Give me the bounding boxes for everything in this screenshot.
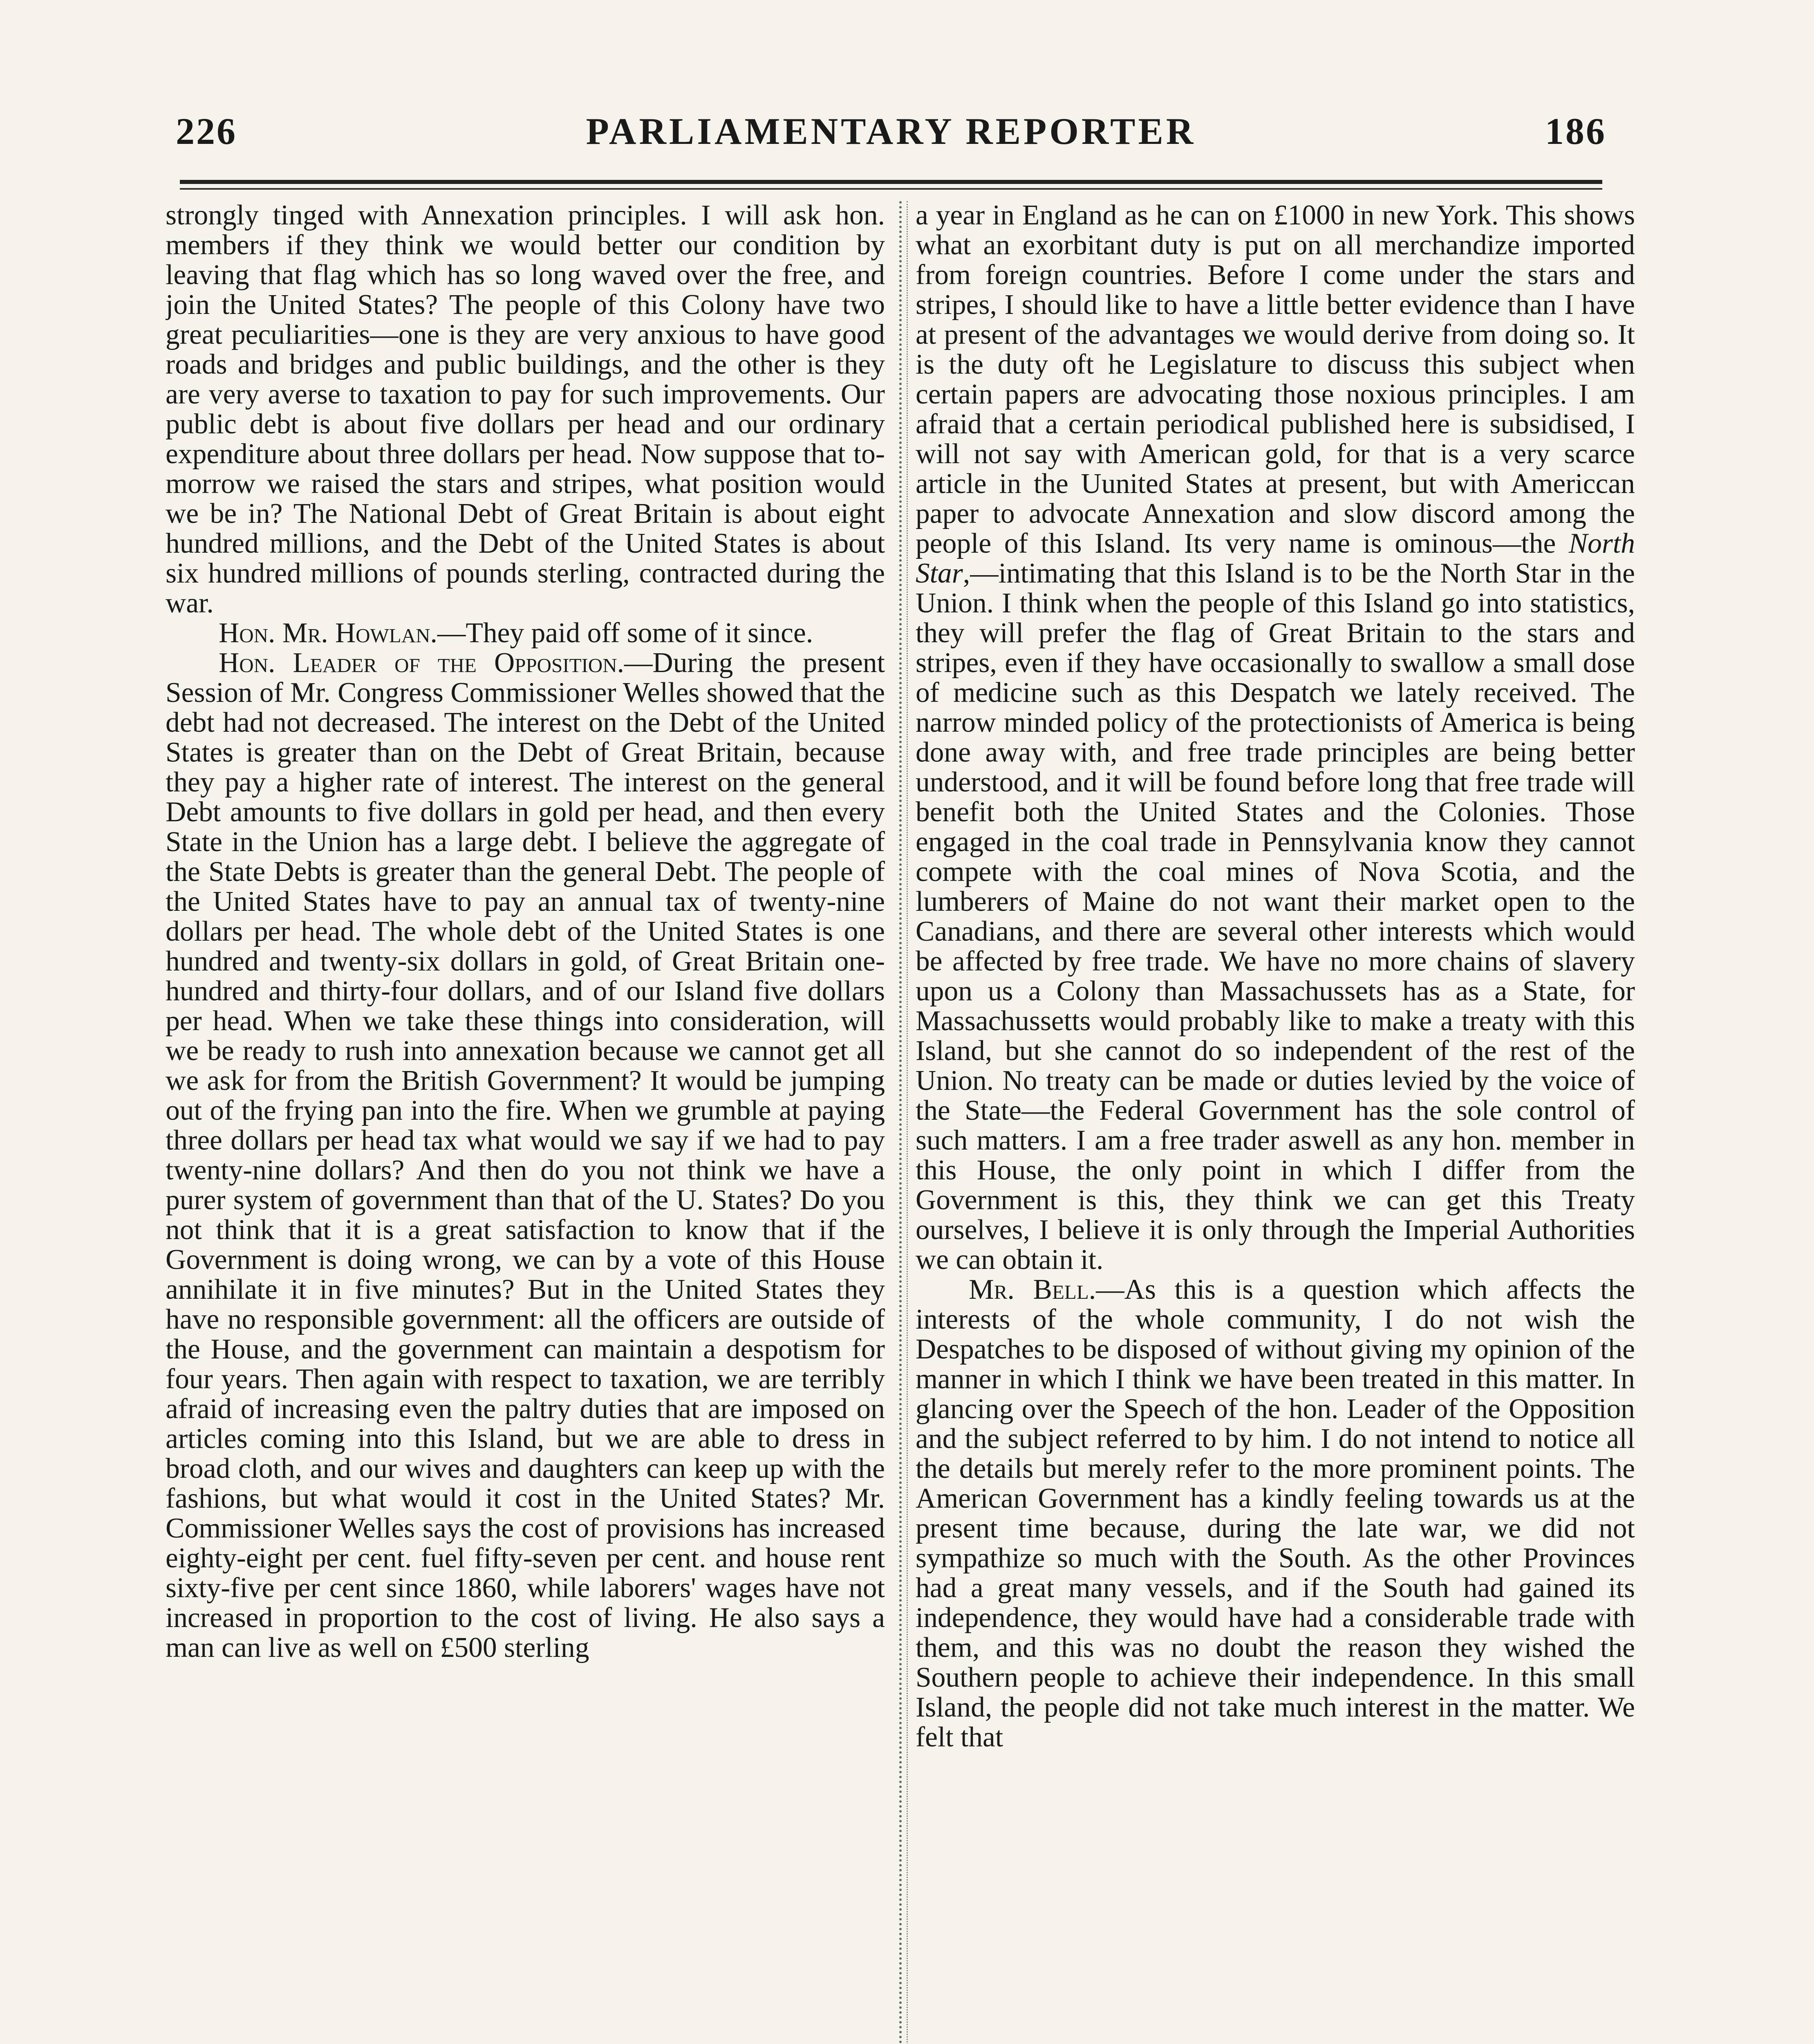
paragraph: strongly tinged with Annexation principles. I will ask hon. members if they think we would better our condition by leaving that flag which has so long waved over the free, and join the United States? The people of this Colony have two great peculiarities—one is they are very anxious to have good roads and bridges and public buildings, and the other is they are very averse to taxation to pay for such improvements. Our public debt is about five dollars per head and our ordinary expenditure about three dollars per head. Now suppose that to-morrow we raised the stars and stripes, what position would we be in? The National Debt of Great Britain is about eight hundred millions, and the Debt of the United States is about six hundred millions of pounds sterling, contracted during the war. [166, 200, 885, 619]
italic-title: North Star [916, 528, 1635, 589]
column-divider [899, 201, 902, 2044]
paragraph [916, 200, 1635, 1275]
left-column [166, 200, 885, 2044]
page-number-right: 186 [1545, 110, 1606, 152]
paragraph-text: a year in England as he can on £1000 in new York. This shows what an exorbitant duty is put on all merchandize imported from foreign countries. Before I come under the stars and stripes, I should like to have a little better evidence than I have at present of the advantages we would derive from doing so. It is the duty oft he Legislature to discuss this subject when certain papers are advocating those noxious principles. I am afraid that a certain periodical published here is subsidised, I will not say with American gold, for that is a very scarce article in the Uunited States at present, but with Americcan paper to advocate Annexation and slow discord among the people of this Island. Its very name is ominous—the [916, 200, 1635, 559]
page-header [176, 110, 1606, 167]
speaker-name: Mr. Bell. [969, 1274, 1096, 1305]
paragraph [916, 1275, 1635, 1752]
paragraph-text: ,—intimating that this Island is to be the North Star in the Union. I think when the people of this Island go into statistics, they will prefer the flag of Great Britain to the stars and stripes, even if they have occasionally to swallow a small dose of medicine such as this Despatch we lately received. The narrow minded policy of the protectionists of America is being done away with, and free trade principles are being better understood, and it will be found before long that free trade will benefit both the United States and the Colonies. Those engaged in the coal trade in Pennsylvania know they cannot compete with the coal mines of Nova Scotia, and the lumberers of Maine do not want their market open to the Canadians, and there are several other interests which would be affected by free trade. We have no more chains of slavery upon us a Colony than Massachussets has as a State, for Massachussetts would probably like to make a treaty with this Island, but she cannot do so independent of the rest of the Union. No treaty can be made or duties levied by the voice of the State—the Federal Government has the sole control of such matters. I am a free trader aswell as any hon. member in this House, the only point in which I differ from the Government is this, they think we can get this Treaty ourselves, I believe it is only through the Imperial Authorities we can obtain it. [916, 558, 1635, 1275]
paragraph [166, 648, 885, 1663]
right-column [916, 200, 1635, 2044]
speech-text: —They paid off some of it since. [437, 617, 813, 649]
page-number-left: 226 [176, 110, 237, 152]
header-rule-thick [180, 180, 1602, 184]
header-rule-thin [180, 188, 1602, 190]
speaker-name: Hon. Leader of the Opposition. [219, 647, 625, 679]
column-divider-inner [907, 201, 908, 2044]
publication-title: PARLIAMENTARY REPORTER [586, 110, 1196, 152]
paragraph [166, 618, 885, 648]
speech-text: —As this is a question which affects the interests of the whole community, I do not wish the Despatches to be disposed of without giving my opinion of the manner in which I think we have been treated in this matter. In glancing over the Speech of the hon. Leader of the Opposition and the subject referred to by him. I do not intend to notice all the details but merely refer to the more prominent points. The American Government has a kindly feeling towards us at the present time because, during the late war, we did not sympathize so much with the South. As the other Provinces had a great many vessels, and if the South had gained its independence, they would have had a considerable trade with them, and this was no doubt the reason they wished the Southern people to achieve their independence. In this small Island, the people did not take much interest in the matter. We felt that [916, 1274, 1635, 1753]
speaker-name: Hon. Mr. Howlan. [219, 617, 437, 649]
speech-text: —During the present Session of Mr. Congress Commissioner Welles showed that the debt had not decreased. The interest on the Debt of the United States is greater than on the Debt of Great Britain, because they pay a higher rate of interest. The interest on the general Debt amounts to five dollars in gold per head, and then every State in the Union has a large debt. I believe the aggregate of the State Debts is greater than the general Debt. The people of the United States have to pay an annual tax of twenty-nine dollars per head. The whole debt of the United States is one hundred and twenty-six dollars in gold, of Great Britain one-hundred and thirty-four dollars, and of our Island five dollars per head. When we take these things into consideration, will we be ready to rush into annexation because we cannot get all we ask for from the British Government? It would be jumping out of the frying pan into the fire. When we grumble at paying three dollars per head tax what would we say if we had to pay twenty-nine dollars? And then do you not think we have a purer system of government than that of the U. States? Do you not think that it is a great satisfaction to know that if the Government is doing wrong, we can by a vote of this House annihilate it in five minutes? But in the United States they have no responsible government: all the officers are outside of the House, and the government can maintain a despotism for four years. Then again with respect to taxation, we are terribly afraid of increasing even the paltry duties that are imposed on articles coming into this Island, but we are able to dress in broad cloth, and our wives and daughters can keep up with the fashions, but what would it cost in the United States? Mr. Commissioner Welles says the cost of provisions has increased eighty-eight per cent. fuel fifty-seven per cent. and house rent sixty-five per cent since 1860, while laborers' wages have not increased in proportion to the cost of living. He also says a man can live as well on £500 sterling [166, 647, 885, 1663]
